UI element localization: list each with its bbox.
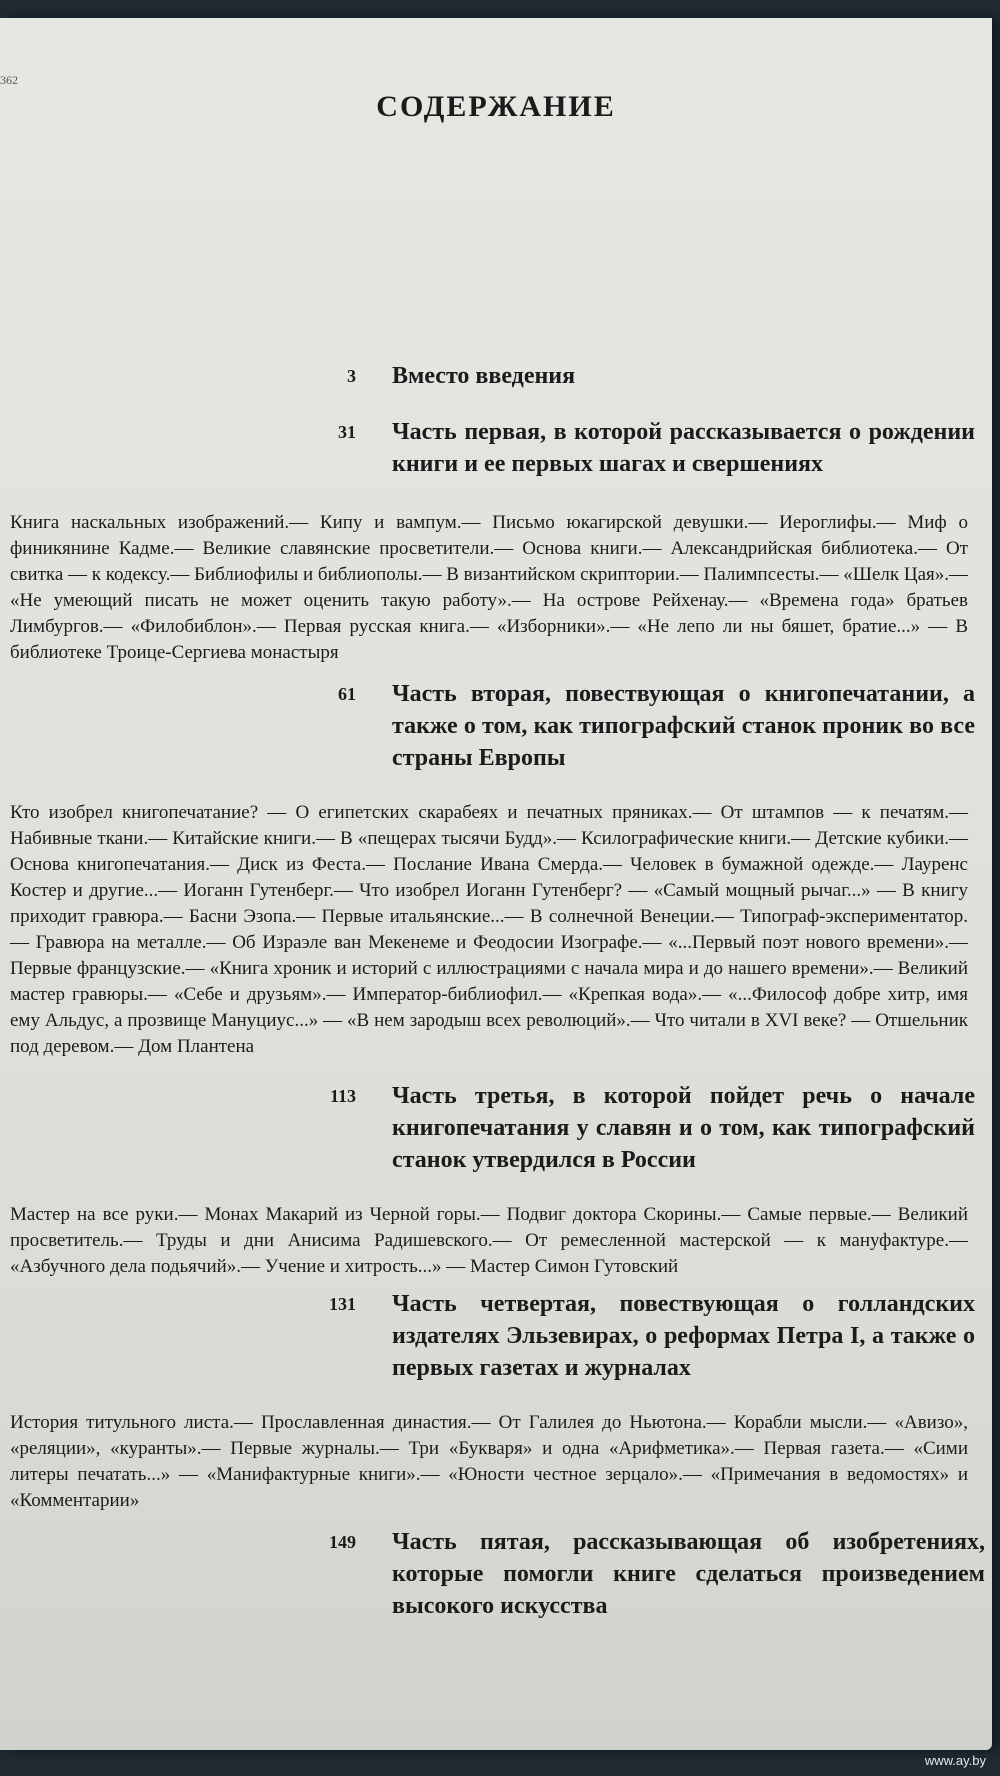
toc-section-part-1 (300, 416, 975, 480)
toc-section-title: Часть пятая, рассказывающая об изобретениях, которые помогли книге сделаться произведением высокого искусства (392, 1529, 985, 1619)
toc-section-title: Часть вторая, повествующая о книгопечатании, а также о том, как типографский станок проник во все страны Европы (392, 681, 975, 771)
toc-page-number: 113 (329, 1086, 356, 1106)
toc-page-number: 31 (338, 422, 356, 442)
toc-section-body-part-4: История титульного листа.— Прославленная династия.— От Галилея до Ньютона.— Корабли мысли.— «Авизо», «реляции», «куранты».— Первые журналы.— Три «Букваря» и одна «Арифметика».— Первая газета.— «Сими литеры печатать...» — «Манифактурные книги».— «Юности честное зерцало».— «Примечания в ведомостях» и «Комментарии» (10, 1412, 968, 1511)
toc-section-body-part-3: Мастер на все руки.— Монах Макарий из Черной горы.— Подвиг доктора Скорины.— Самые первые.— Великий просветитель.— Труды и дни Анисима Радишевского.— От ремесленной мастерской — к мануфактуре.— «Азбучного дела подьячий».— Учение и хитрость...» — Мастер Симон Гутовский (10, 1204, 968, 1277)
toc-section-title: Часть четвертая, повествующая о голландских издателях Эльзевирах, о реформах Петра I, а также о первых газетах и журналах (392, 1291, 975, 1381)
toc-section-intro (300, 360, 960, 392)
toc-section-part-4 (300, 1288, 975, 1384)
toc-section-title: Вместо введения (392, 363, 576, 389)
toc-section-part-5 (300, 1526, 985, 1622)
corner-mark: 362 (0, 73, 18, 87)
toc-section-part-3 (300, 1080, 975, 1176)
toc-page-number: 3 (347, 366, 356, 386)
toc-page-number: 61 (338, 684, 356, 704)
toc-section-title: Часть первая, в которой рассказывается о рождении книги и ее первых шагах и свершениях (392, 419, 975, 477)
page-title: СОДЕРЖАНИЕ (376, 90, 616, 123)
book-page (0, 18, 992, 1750)
watermark: www.ay.by (924, 1753, 986, 1768)
toc-section-part-2 (300, 678, 975, 774)
toc-section-body-part-1: Книга наскальных изображений.— Кипу и вампум.— Письмо юкагирской девушки.— Иероглифы.— Миф о финикянине Кадме.— Великие славянские просветители.— Основа книги.— Александрийская библиотека.— От свитка — к кодексу.— Библиофилы и библиополы.— В византийском скриптории.— Палимпсесты.— «Шелк Цая».— «Не умеющий писать не может оценить такую работу».— На острове Рейхенау.— «Времена года» братьев Лимбургов.— «Филобиблон».— Первая русская книга.— «Изборники».— «Не лепо ли ны бяшет, братие...» — В библиотеке Троице-Сергиева монастыря (10, 512, 968, 663)
toc-section-title: Часть третья, в которой пойдет речь о начале книгопечатания у славян и о том, как типографский станок утвердился в России (392, 1083, 975, 1173)
toc-page-number: 149 (329, 1532, 356, 1552)
toc-section-body-part-2: Кто изобрел книгопечатание? — О египетских скарабеях и печатных пряниках.— От штампов — к печатям.— Набивные ткани.— Китайские книги.— В «пещерах тысячи Будд».— Ксилографические книги.— Детские кубики.— Основа книгопечатания.— Диск из Феста.— Послание Ивана Смерда.— Человек в бумажной одежде.— Лауренс Костер и другие...— Иоганн Гутенберг.— Что изобрел Иоганн Гутенберг? — «Самый мощный рычаг...» — В книгу приходит гравюра.— Басни Эзопа.— Первые итальянские...— В солнечной Венеции.— Типограф-экспериментатор.— Гравюра на металле.— Об Израэле ван Мекенеме и Феодосии Изографе.— «...Первый поэт нового времени».— Первые французские.— «Книга хроник и историй с иллюстрациями с начала мира и до нашего времени».— Великий мастер гравюры.— «Себе и друзьям».— Император-библиофил.— «Крепкая вода».— «...Философ добре хитр, имя ему Альдус, а прозвище Мануциус...» — «В нем зародыш всех революций».— Что читали в XVI веке? — Отшельник под деревом.— Дом Плантена (10, 802, 968, 1057)
toc-page-number: 131 (329, 1294, 356, 1314)
